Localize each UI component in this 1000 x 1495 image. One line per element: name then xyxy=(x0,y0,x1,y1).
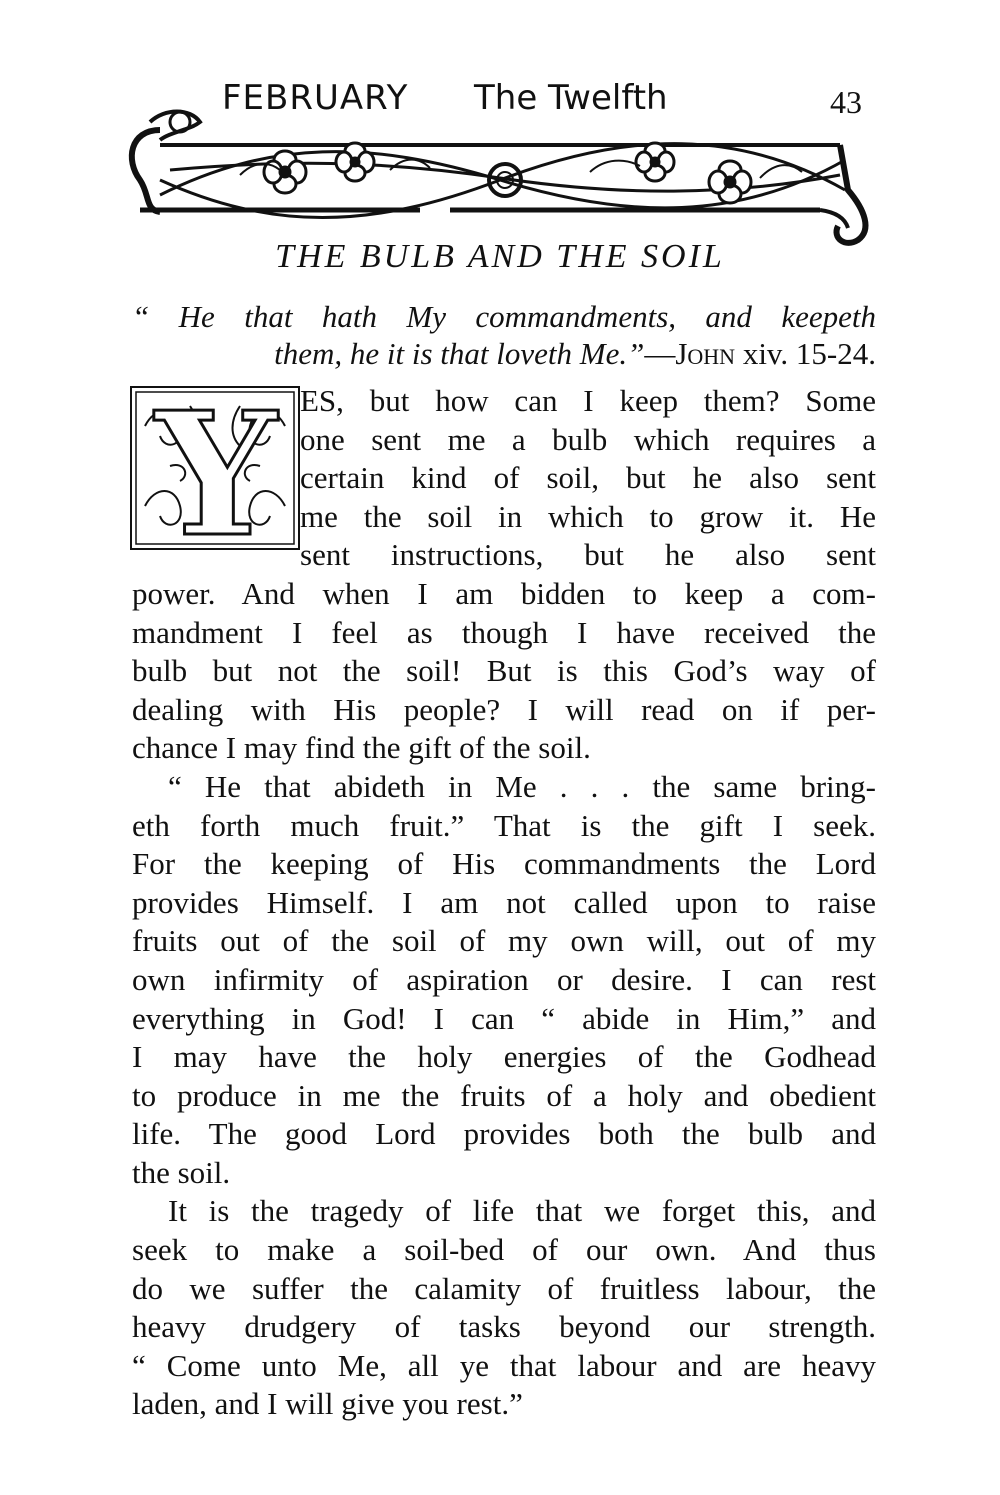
body-line: sent instructions, but he also sent xyxy=(300,537,876,573)
body-line: heavy drudgery of tasks beyond our strength. xyxy=(132,1309,876,1345)
body-line: to produce in me the fruits of a holy and obedient xyxy=(132,1077,876,1113)
body-line: dealing with His people? I will read on if per- xyxy=(132,691,876,727)
body-line: bulb but not the soil! But is this God’s way of xyxy=(132,653,876,689)
epigraph-quote xyxy=(132,298,876,372)
body-line: own infirmity of aspiration or desire. I can rest xyxy=(132,961,876,997)
body-line: “ He that abideth in Me . . . the same bring- xyxy=(168,768,876,804)
header-day: The Twelfth xyxy=(474,78,668,118)
body-line: certain kind of soil, but he also sent xyxy=(300,460,876,496)
header-month: FEBRUARY xyxy=(222,78,409,118)
epigraph-line xyxy=(132,335,876,372)
scripture-book: John xyxy=(675,336,736,371)
page-number: 43 xyxy=(830,84,862,120)
body-line: It is the tragedy of life that we forget this, and xyxy=(168,1193,876,1229)
body-line: laden, and I will give you rest.” xyxy=(132,1386,523,1422)
scripture-reference: xiv. 15-24. xyxy=(735,336,876,371)
body-line: “ Come unto Me, all ye that labour and are heavy xyxy=(132,1347,876,1383)
body-line: fruits out of the soil of my own will, out of my xyxy=(132,923,876,959)
body-line: everything in God! I can “ abide in Him,” and xyxy=(132,1000,876,1036)
body-line: provides Himself. I am not called upon to raise xyxy=(132,884,876,920)
body-line: power. And when I am bidden to keep a com- xyxy=(132,575,876,611)
body-line: life. The good Lord provides both the bulb and xyxy=(132,1116,876,1152)
body-line: I may have the holy energies of the Godhead xyxy=(132,1039,876,1075)
body-line: eth forth much fruit.” That is the gift I seek. xyxy=(132,807,876,843)
body-line: me the soil in which to grow it. He xyxy=(300,498,876,534)
epigraph-text: them, he it is that loveth Me.” xyxy=(274,336,645,371)
body-line: chance I may find the gift of the soil. xyxy=(132,730,591,766)
body-text xyxy=(132,382,876,1424)
body-line: seek to make a soil-bed of our own. And thus xyxy=(132,1232,876,1268)
article-title: THE BULB AND THE SOIL xyxy=(275,238,725,275)
body-line: do we suffer the calamity of fruitless labour, the xyxy=(132,1270,876,1306)
floral-ornament-band xyxy=(120,100,880,250)
body-line: ES, but how can I keep them? Some xyxy=(300,383,876,418)
body-line: the soil. xyxy=(132,1154,231,1190)
epigraph-line: “ He that hath My commandments, and keepeth xyxy=(132,299,876,334)
body-line: mandment I feel as though I have received the xyxy=(132,614,876,650)
epigraph-dash: — xyxy=(644,336,676,371)
drop-cap-letter: Y xyxy=(155,386,277,550)
body-line: one sent me a bulb which requires a xyxy=(300,421,876,457)
body-line: For the keeping of His commandments the Lord xyxy=(132,846,876,882)
